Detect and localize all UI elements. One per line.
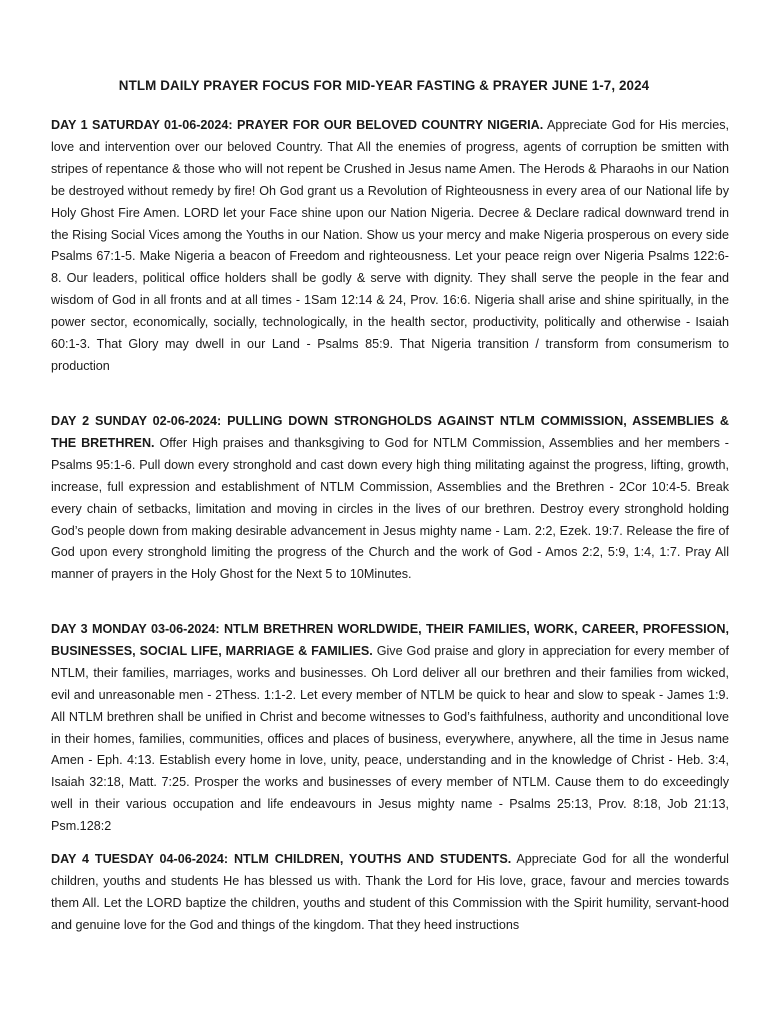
day-4-heading: DAY 4 TUESDAY 04-06-2024: NTLM CHILDREN, YOUTHS AND STUDENTS.	[51, 852, 512, 866]
day-3-heading: DAY 3 MONDAY 03-06-2024: NTLM BRETHREN WORLDWIDE, THEIR FAMILIES, WORK, CAREER, PROFESSION, BUSINESSES, SOCIAL LIFE, MARRIAGE & FAMILIES.	[51, 622, 729, 658]
day-2-heading: DAY 2 SUNDAY 02-06-2024: PULLING DOWN STRONGHOLDS AGAINST NTLM COMMISSION, ASSEMBLIES & THE BRETHREN.	[51, 414, 729, 450]
day-1-paragraph	[51, 115, 729, 378]
day-1-heading: DAY 1 SATURDAY 01-06-2024: PRAYER FOR OUR BELOVED COUNTRY NIGERIA.	[51, 118, 544, 132]
day-2-body: Offer High praises and thanksgiving to God for NTLM Commission, Assemblies and her members - Psalms 95:1-6. Pull down every stronghold and cast down every high thing militating against the progress, lifting, growth, increase, full expression and establishment of NTLM Commission, Assemblies and the Brethren - 2Cor 10:4-5. Break every chain of setbacks, limitation and moving in circles in the lives of our brethren. Destroy every stronghold holding God’s people down from making desirable advancement in Jesus mighty name - Lam. 2:2, Ezek. 19:7. Release the fire of God upon every stronghold limiting the progress of the Church and the work of God - Amos 2:2, 5:9, 1:4, 1:7. Pray All manner of prayers in the Holy Ghost for the Next 5 to 10Minutes.	[51, 435, 730, 582]
day-4-paragraph	[51, 849, 729, 942]
day-3-paragraph	[51, 619, 729, 838]
document-title: NTLM DAILY PRAYER FOCUS FOR MID-YEAR FASTING & PRAYER JUNE 1-7, 2024	[118, 78, 650, 93]
day-1-body: Appreciate God for His mercies, love and intervention over our beloved Country. That All the enemies of progress, agents of corruption be smitten with stripes of repentance & those who will not repent be Crushed in Jesus name Amen. The Herods & Pharaohs in our Nation be destroyed without remedy by fire! Oh God grant us a Revolution of Righteousness in every area of our National life by Holy Ghost Fire Amen. LORD let your Face shine upon our Nation Nigeria. Decree & Declare radical downward trend in the Rising Social Vices among the Youths in our Nation. Show us your mercy and make Nigeria prosperous on every side Psalms 67:1-5. Make Nigeria a beacon of Freedom and righteousness. Let your peace reign over Nigeria Psalms 122:6-8. Our leaders, political office holders shall be godly & serve with dignity. They shall serve the people in the fear and wisdom of God in all fronts and at all times - 1Sam 12:14 & 24, Prov. 16:6. Nigeria shall arise and shine spiritually, in the power sector, economically, socially, technologically, in the health sector, productivity, politically and otherwise - Isaiah 60:1-3. That Glory may dwell in our Land - Psalms 85:9. That Nigeria transition / transform from consumerism to production	[51, 118, 729, 373]
day-3-body: Give God praise and glory in appreciation for every member of NTLM, their families, marriages, works and businesses. Oh Lord deliver all our brethren and their families from wicked, evil and unreasonable men - 2Thess. 1:1-2. Let every member of NTLM be quick to hear and slow to speak - James 1:9. All NTLM brethren shall be unified in Christ and become witnesses to God’s faithfulness, authority and unconditional love in their homes, families, communities, offices and places of business, everywhere, anywhere, all the time in Jesus name Amen - Eph. 4:13. Establish every home in love, unity, peace, understanding and in the knowledge of Christ - Heb. 3:4, Isaiah 32:18, Matt. 7:25. Prosper the works and businesses of every member of NTLM. Cause them to do exceedingly well in their various occupation and life endeavours in Jesus mighty name - Psalms 25:13, Prov. 8:18, Job 21:13, Psm.128:2	[51, 643, 729, 834]
day-4-body: Appreciate God for all the wonderful children, youths and students He has blessed us with. Thank the Lord for His love, grace, favour and mercies towards them All. Let the LORD baptize the children, youths and student of this Commission with the Spirit humility, servant-hood and genuine love for the God and things of the kingdom. That they heed instructions	[51, 852, 729, 932]
day-2-paragraph	[51, 411, 729, 586]
